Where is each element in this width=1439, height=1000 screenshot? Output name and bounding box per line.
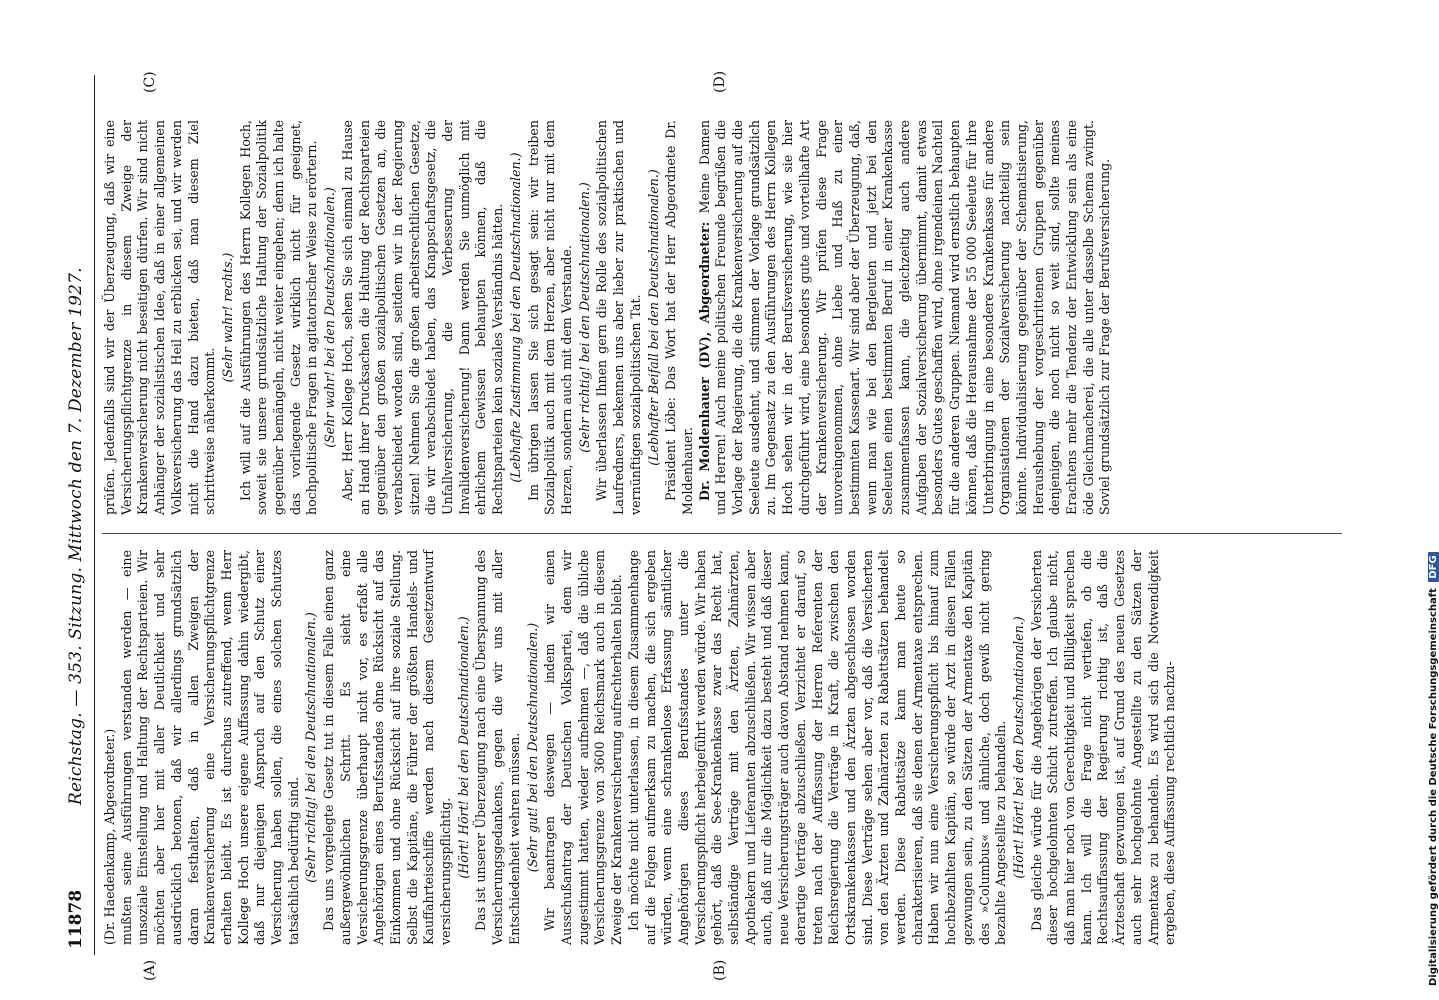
page-title: Reichstag. — 353. Sitzung. Mittwoch den 7. Dezember 1927. xyxy=(66,267,86,805)
paragraph: Wir überlassen Ihnen gern die Rolle des sozialpolitischen Laufredners, bekennen uns aber lieber zur praktischen und vernünftigen sozialpolitischen Tat. xyxy=(594,120,643,515)
funding-notice xyxy=(1428,552,1439,986)
interjection: (Sehr richtig! bei den Deutschnationalen.) xyxy=(576,182,592,453)
margin-letter-b: (B) xyxy=(712,959,728,981)
dfg-logo: DFG xyxy=(1428,552,1439,581)
interjection: (Sehr gut! bei den Deutschnationalen.) xyxy=(524,622,540,873)
paragraph: Im übrigen lassen Sie sich gesagt sein: wir treiben Sozialpolitik auch mit dem Herzen, aber nicht nur mit dem Herzen, sondern auch mit dem Verstande. xyxy=(525,120,574,515)
interjection: (Sehr richtig! bei den Deutschnationalen.) xyxy=(303,612,319,883)
paragraph: Das uns vorgelegte Gesetz tut in diesem Falle einen ganz außergewöhnlichen Schritt. Es sieht eine Versicherungsgrenze überhaupt nicht vor, es erfaßt alle Angehörigen eines Berufsstandes ohne Rücksicht auf das Einkommen und ohne Rücksicht auf ihre soziale Stellung. Selbst die Kapitäne, die Führer der größten Handels- und Kauffahrteischiffe werden nach diesem Gesetzentwurf versicherungspflichtig. xyxy=(321,550,454,945)
rotated-page xyxy=(62,70,1352,981)
moldenhauer-speaker: Dr. Moldenhauer (DV), Abgeordneter: xyxy=(696,221,712,501)
interjection: (Lebhafte Zustimmung bei den Deutschnationalen.) xyxy=(507,152,523,483)
paragraph: mußten seine Ausführungen verstanden werden — eine unsoziale Einstellung und Haltung der Rechtsparteien. Wir möchten aber hier mit aller Deutlichkeit und sehr ausdrücklich betonen, daß wir allerdings grundsätzlich daran festhalten, daß in allen Zweigen der Krankenversicherung eine Versicherungspflichtgrenze erhalten bleibt. Es ist durchaus zutreffend, wenn Herr Kollege Hoch unsere eigene Auffassung dahin wiedergibt, daß nur diejenigen Anspruch auf den Schutz einer Versicherung haben sollen, die eines solchen Schutzes tatsächlich bedürftig sind. xyxy=(118,550,301,945)
paragraph: prüfen. Jedenfalls sind wir der Überzeugung, daß wir eine Versicherungspflichtgrenze in diesem Zweige der Krankenversicherung nicht beseitigen dürfen. Wir sind nicht Anhänger der sozialistischen Idee, daß in einer allgemeinen Volksversicherung das Heil zu erblicken sei, und wir werden nicht die Hand dazu bieten, daß man diesem Ziel schrittweise näherkommt. xyxy=(102,120,218,515)
interjection: (Sehr wahr! bei den Deutschnationalen.) xyxy=(322,187,338,448)
paragraph: Aber, Herr Kollege Hoch, sehen Sie sich einmal zu Hause an Hand ihrer Drucksachen die Haltung der Rechtsparteien gegenüber den großen sozialpolitischen Gesetzen an, die verabschiedet worden sind, seitdem wir in der Regierung sitzen! Nehmen Sie die großen arbeitsrechtlichen Gesetze, die wir verabschiedet haben, das Knappschaftsgesetz, die Unfallversicherung, die Verbesserung der Invalidenversicherung! Dann werden Sie unmöglich mit ehrlichem Gewissen behaupten können, daß die Rechtsparteien kein soziales Verständnis hätten. xyxy=(339,120,506,515)
interjection: (Hört! Hört! bei den Deutschnationalen.) xyxy=(455,616,471,879)
funding-text: Digitalisierung gefördert durch die Deutsche Forschungsgemeinschaft xyxy=(1428,588,1439,986)
paragraph: Ich möchte nicht unterlassen, in diesem Zusammenhange auf die Folgen aufmerksam zu machen, die sich ergeben würden, wenn eine schrankenlose Erfassung sämtlicher Angehörigen dieses Berufsstandes unter die Versicherungspflicht herbeigeführt werden würde. Wir haben gehört, daß die See-Krankenkasse zwar das Recht hat, selbständige Verträge mit den Ärzten, Zahnärzten, Apothekern und Lieferanten abzuschließen. Wir wissen aber auch, daß nur die Möglichkeit dazu besteht und daß dieser neue Versicherungsträger auch davon Abstand nehmen kann, derartige Verträge abzuschließen. Verzichtet er darauf, so treten nach der Auffassung der Herren Referenten der Reichsregierung die Verträge in Kraft, die zwischen den Ortskrankenkassen und den Ärzten abgeschlossen worden sind. Diese Verträge sehen aber vor, daß die Versicherten von den Ärzten und Zahnärzten zu Rabattsätzen behandelt werden. Diese Rabattsätze kann man heute so charakterisieren, daß sie denen der Armentaxe entsprechen. Haben wir nun eine Versicherungspflicht bis hinauf zum hochbezahlten Kapitän, so würde der Arzt in diesen Fällen gezwungen sein, zu den Sätzen der Armentaxe den Kapitän des »Columbus« und ähnliche, doch gewiß nicht gering bezahlte Angestellte zu behandeln. xyxy=(625,550,1009,945)
interjection: (Sehr wahr! rechts.) xyxy=(219,252,235,383)
column-separator xyxy=(102,533,1342,534)
margin-letter-a: (A) xyxy=(142,959,158,981)
moldenhauer-text: Meine Damen und Herren! Auch meine politischen Freunde begrüßen die Vorlage der Regierung, die die Krankenversicherung auf die Seeleute ausdehnt, und stimmen der Vorlage grundsätzlich zu. Im Gegensatz zu den Ausführungen des Herrn Kollegen Hoch sehen wir in der Berufsversicherung, wie sie hier durchgeführt wird, eine besonders gute und vorteilhafte Art der Krankenversicherung. Wir prüfen diese Frage unvoreingenommen, ohne Liebe und Haß zu einer bestimmten Kassenart. Wir sind aber der Überzeugung, daß, wenn man wie bei den Bergleuten und jetzt bei den Seeleuten einen bestimmten Beruf in einer Krankenkasse zusammenfassen kann, die gleichzeitig auch andere Aufgaben der Sozialversicherung übernimmt, damit etwas besonders Gutes geschaffen wird, ohne irgendeinen Nachteil für die anderen Gruppen. Niemand wird ernstlich behaupten können, daß die Herausnahme der 55 000 Seeleute für ihre Unterbringung in eine besondere Krankenkasse für andere Organisationen der Sozialversicherung nachteilig sein könnte. Individualisierung gegenüber der Schematisierung, Heraushebung der vorgeschrittenen Gruppen gegenüber denjenigen, die noch nicht so weit sind, sollte meines Erachtens mehr die Tendenz der Entwicklung sein als eine öde Gleichmacherei, die alle unter dasselbe Schema zwingt. Soviel grundsätzlich zur Frage der Berufsversicherung. xyxy=(696,119,1113,515)
speaker-line: (Dr. Haedenkamp, Abgeordneter.) xyxy=(102,728,117,945)
page-number: 11878 xyxy=(66,889,86,949)
margin-letter-d: (D) xyxy=(712,70,728,93)
paragraph: Das ist unserer Überzeugung nach eine Überspannung des Versicherungsgedankens, gegen die wir uns mit aller Entschiedenheit wehren müssen. xyxy=(473,550,522,945)
paragraph: Wir beantragen deswegen — indem wir einen Ausschußantrag der Deutschen Volkspartei, dem wir zugestimmt hatten, wieder aufnehmen —, daß die übliche Versicherungsgrenze von 3600 Reichsmark auch in diesem Zweige der Krankenversicherung aufrechterhalten bleibt. xyxy=(542,550,625,945)
paragraph: Ich will auf die Ausführungen des Herrn Kollegen Hoch, soweit sie unsere grundsätzliche Haltung der Sozialpolitik gegenüber bemängeln, nicht weiter eingehen; denn ich halte das vorliegende Gesetz wirklich nicht für geeignet, hochpolitische Fragen in agitatorischer Weise zu erörtern. xyxy=(237,120,320,515)
right-column xyxy=(102,120,1346,515)
interjection: (Hört! Hört! bei den Deutschnationalen.) xyxy=(1010,616,1026,879)
margin-letter-c: (C) xyxy=(142,71,158,93)
page-header xyxy=(62,75,92,955)
header-rule xyxy=(94,75,95,955)
paragraph: Das gleiche würde für die Angehörigen der Versicherten dieser hochgelohnten Schicht zutreffen. Ich glaube nicht, daß man hier noch von Gerechtigkeit und Billigkeit sprechen kann. Ich will die Frage nicht vertiefen, ob die Rechtsauffassung der Regierung richtig ist, daß die Ärzteschaft gezwungen ist, auf Grund des neuen Gesetzes auch sehr hochgelohnte Angestellte zu den Sätzen der Armentaxe zu behandeln. Es wird sich die Notwendigkeit ergeben, diese Auffassung rechtlich nachzu- xyxy=(1028,550,1178,945)
interjection: (Lebhafter Beifall bei den Deutschnationalen.) xyxy=(645,169,661,466)
president-line: Präsident Löbe: Das Wort hat der Herr Abgeordnete Dr. Moldenhauer. xyxy=(663,120,695,515)
left-column xyxy=(102,550,1346,945)
paragraph xyxy=(697,120,1115,515)
